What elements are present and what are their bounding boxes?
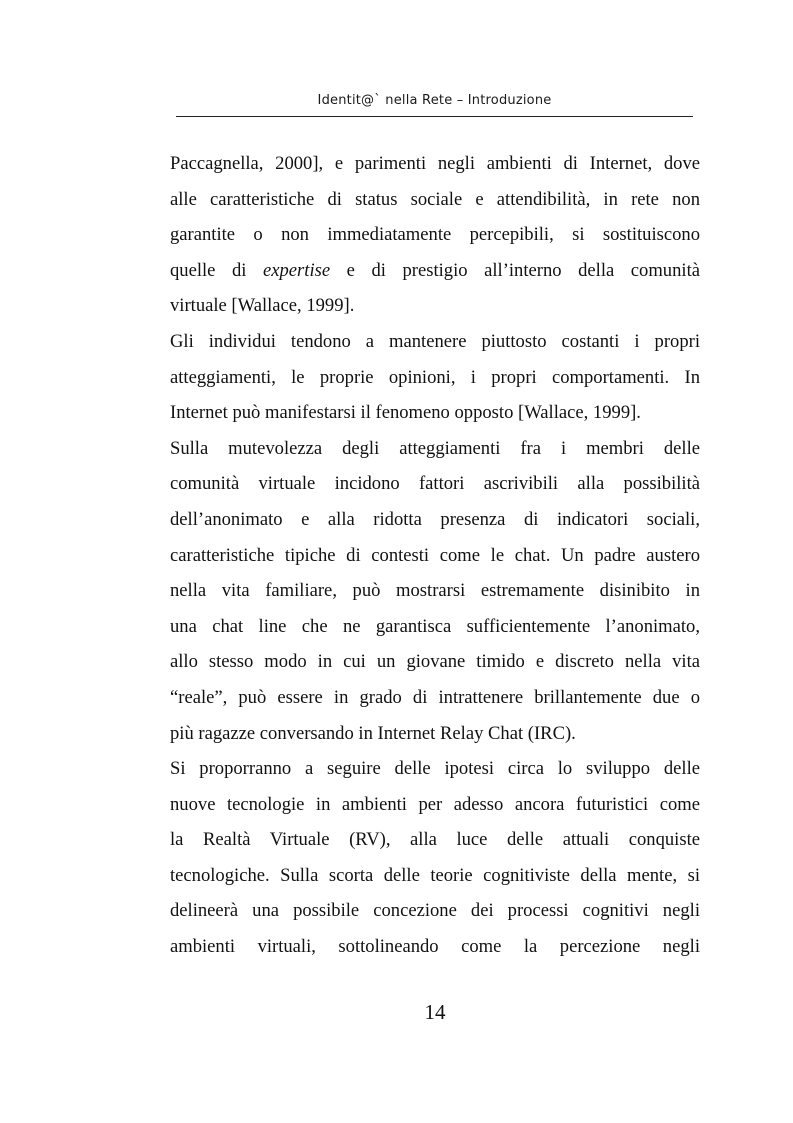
text-segment: quelle di <box>170 259 263 281</box>
text-line: “reale”, può essere in grado di intrattenere brillantemente due o <box>170 686 700 708</box>
text-line: dell’anonimato e alla ridotta presenza di indicatori sociali, <box>170 508 700 530</box>
body-text <box>170 146 700 965</box>
text-line: garantite o non immediatamente percepibili, si sostituiscono <box>170 224 700 246</box>
text-line: ambienti virtuali, sottolineando come la percezione negli <box>170 936 700 958</box>
text-line: allo stesso modo in cui un giovane timido e discreto nella vita <box>170 651 700 673</box>
text-line: virtuale [Wallace, 1999]. <box>170 295 355 317</box>
text-line: alle caratteristiche di status sociale e attendibilità, in rete non <box>170 188 700 210</box>
header-rule <box>176 116 693 117</box>
text-line: comunità virtuale incidono fattori ascrivibili alla possibilità <box>170 473 700 495</box>
text-line: Sulla mutevolezza degli atteggiamenti fra i membri delle <box>170 437 700 459</box>
text-line: la Realtà Virtuale (RV), alla luce delle attuali conquiste <box>170 829 700 851</box>
text-line: caratteristiche tipiche di contesti come le chat. Un padre austero <box>170 544 700 566</box>
text-line: una chat line che ne garantisca sufficientemente l’anonimato, <box>170 615 700 637</box>
text-line: nuove tecnologie in ambienti per adesso ancora futuristici come <box>170 793 700 815</box>
text-line: Internet può manifestarsi il fenomeno opposto [Wallace, 1999]. <box>170 402 641 424</box>
text-line: più ragazze conversando in Internet Relay Chat (IRC). <box>170 722 576 744</box>
text-line: nella vita familiare, può mostrarsi estremamente disinibito in <box>170 580 700 602</box>
text-line: Si proporranno a seguire delle ipotesi circa lo sviluppo delle <box>170 758 700 780</box>
text-line: Paccagnella, 2000], e parimenti negli ambienti di Internet, dove <box>170 153 700 174</box>
text-line: Gli individui tendono a mantenere piuttosto costanti i propri <box>170 330 700 352</box>
italic-term: expertise <box>263 259 331 281</box>
page-number: 14 <box>424 1000 446 1024</box>
text-line <box>170 253 700 289</box>
text-segment: e di prestigio all’interno della comunità <box>330 259 700 281</box>
text-line: delineerà una possibile concezione dei processi cognitivi negli <box>170 900 700 922</box>
running-header: Identit@` nella Rete – Introduzione <box>317 93 552 108</box>
text-line: atteggiamenti, le proprie opinioni, i propri comportamenti. In <box>170 366 700 388</box>
text-line: tecnologiche. Sulla scorta delle teorie cognitiviste della mente, si <box>170 864 700 886</box>
